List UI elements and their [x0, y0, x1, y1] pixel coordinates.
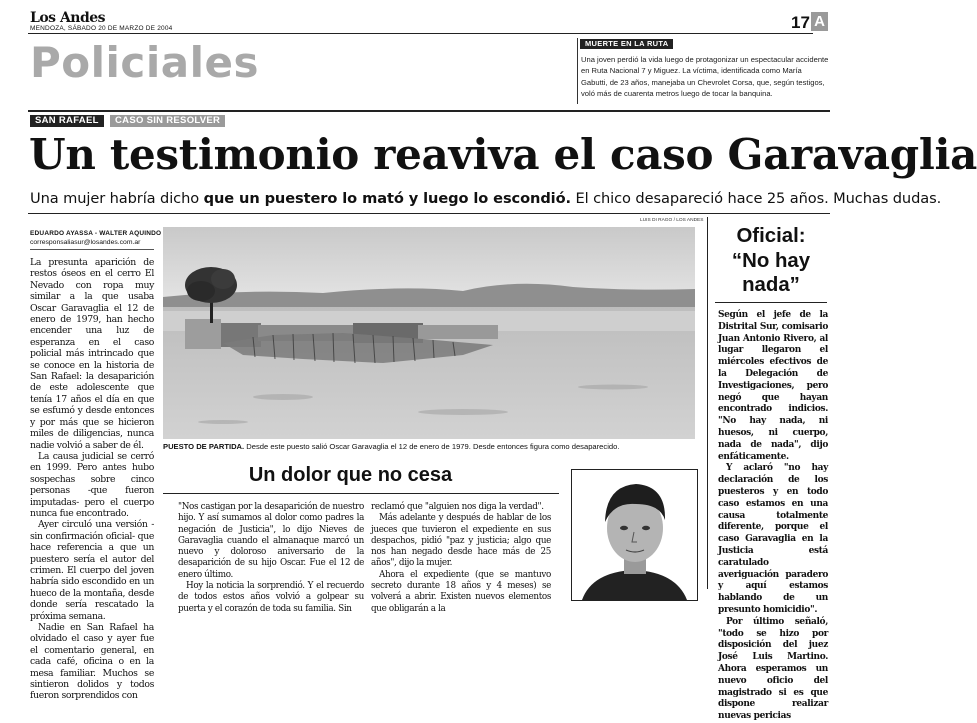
article-paragraph: Nadie en San Rafael ha olvidado el caso y ayer fue el comentario general, en cada café, oficina o en la mesa familiar. Muchos se sintieron dolidos y todos fueron sorprendidos con	[30, 622, 154, 702]
headline: Un testimonio reaviva el caso Garavaglia	[29, 130, 977, 179]
brief-label: MUERTE EN LA RUTA	[580, 39, 673, 49]
article-paragraph: La presunta aparición de restos óseos en el cerro El Nevado con ropa muy similar a la que usaba Oscar Garavaglia el 12 de enero de 1979, han hecho encender una luz de esperanza en el caso policial más intrincado que se conoce en la historia de San Rafael: la desaparición de este adolescente que tenía 17 años el día en que se esfumó y desde entonces y por más que se hicieron miles de diligencias, nunca nadie volvió a saber de él.	[30, 257, 154, 451]
photo-caption-text: Desde este puesto salió Oscar Garavaglia el 12 de enero de 1979. Desde entonces figura como desaparecido.	[244, 442, 620, 451]
deck	[30, 190, 941, 207]
substory-paragraph: Más adelante y después de hablar de los jueces que tuvieron el expediente en sus despachos, pidió "paz y justicia; algo que nos han negado desde hace más de 25 años", dijo la mujer.	[371, 513, 551, 569]
substory-paragraph: "Nos castigan por la desaparición de nuestro hijo. Y así sumamos al dolor como padres la negación de Justicia", lo dijo Nieves de Garavaglia cuando el almanaque marcó un nuevo y doloroso aniversario de la desaparición de su hijo Oscar. Fue el 12 de enero último.	[178, 502, 364, 580]
substory-title: Un dolor que no cesa	[248, 464, 453, 486]
kicker-topic: CASO SIN RESOLVER	[110, 115, 225, 127]
byline-email[interactable]: corresponsaliasur@losandes.com.ar	[30, 239, 141, 246]
sidebar-column	[718, 310, 828, 723]
deck-divider	[28, 213, 830, 214]
photo-credit: LUIS DI RAGO / LOS ANDES	[640, 218, 704, 223]
sidebar-title: Oficial: “No hay nada”	[731, 225, 811, 296]
kicker-location: SAN RAFAEL	[30, 115, 104, 127]
substory-paragraph: reclamó que "alguien nos diga la verdad".	[371, 502, 544, 512]
masthead-date: MENDOZA, SÁBADO 20 DE MARZO DE 2004	[30, 25, 173, 32]
deck-start: Una mujer habría dicho	[30, 190, 204, 207]
brief-text: Una joven perdió la vida luego de protagonizar un espectacular accidente en Ruta Nacional 7 y Miguez. La víctima, identificada como María Gabutti, de 23 años, manejaba un Chevrolet Corsa, que, según testigos, voló más de cuarenta metros luego de tocar la banquina.	[581, 55, 829, 98]
sidebar-paragraph: Según el jefe de la Distrital Sur, comisario Juan Antonio Rivero, al lugar llegaron el miércoles efectivos de la Delegación de Investigaciones, pero negó que hayan encontrado indicios. "No hay nada, ni huesos, ni cuerpo, nada de nada", dijo enfáticamente.	[718, 310, 828, 462]
byline: EDUARDO AYASSA - WALTER AQUINDO	[30, 230, 162, 237]
photo-caption	[163, 442, 703, 453]
section-title: Policiales	[30, 38, 259, 87]
sidebar-divider	[707, 217, 708, 589]
deck-emphasis: que un puestero lo mató y luego lo escondió.	[203, 190, 571, 207]
portrait-photo	[571, 469, 698, 601]
sidebar-paragraph: Y aclaró "no hay declaración de los puesteros y en todo caso estamos en una causa totalmente diferente, porque el caso Garavaglia en la Justicia está caratulado averiguación paradero y aquí estamos hablando de un presunto homicidio".	[718, 463, 828, 615]
photo-caption-label: PUESTO DE PARTIDA.	[163, 442, 245, 451]
landscape-photo-illustration	[163, 227, 695, 439]
byline-divider	[30, 249, 154, 250]
substory-title-rule	[163, 493, 559, 494]
article-paragraph: Ayer circuló una versión -sin confirmación oficial- que hace referencia a que un puestero sería el autor del crimen. El cuerpo del joven habría sido escondido en un hueco de la montaña, desde donde sería rescatado la próxima semana.	[30, 519, 154, 622]
page-section-letter: A	[811, 12, 828, 31]
header-divider	[28, 33, 813, 34]
substory-column-2	[371, 502, 551, 615]
masthead-logo: Los Andes	[30, 10, 106, 26]
article-paragraph: La causa judicial se cerró en 1999. Pero antes hubo sospechas sobre cinco personas -que fueron imputadas- pero el cuerpo nunca fue encontrado.	[30, 450, 154, 519]
substory-column-1	[178, 502, 364, 615]
deck-end: El chico desapareció hace 25 años. Muchas dudas.	[570, 190, 942, 207]
brief-divider	[577, 38, 578, 104]
sidebar-title-rule	[715, 302, 827, 303]
article-column-left	[30, 257, 154, 702]
story-top-rule	[28, 110, 830, 112]
sidebar-paragraph: Por último señaló, "todo se hizo por disposición del juez José Luis Martino. Ahora esperamos un nuevo oficio del magistrado si es que dispone realizar nuevas pericias	[718, 616, 828, 722]
page-number: 17	[791, 13, 810, 32]
substory-paragraph: Hoy la noticia la sorprendió. Y el recuerdo de todos estos años volvió a golpear su puerta y el corazón de toda su familia. Sin	[178, 581, 364, 614]
portrait-illustration	[572, 470, 697, 600]
substory-paragraph: Ahora el expediente (que se mantuvo secreto durante 18 años y 4 meses) se volverá a abrir. Existen nuevos elementos que obligarán a la	[371, 569, 551, 614]
landscape-photo	[163, 227, 695, 439]
